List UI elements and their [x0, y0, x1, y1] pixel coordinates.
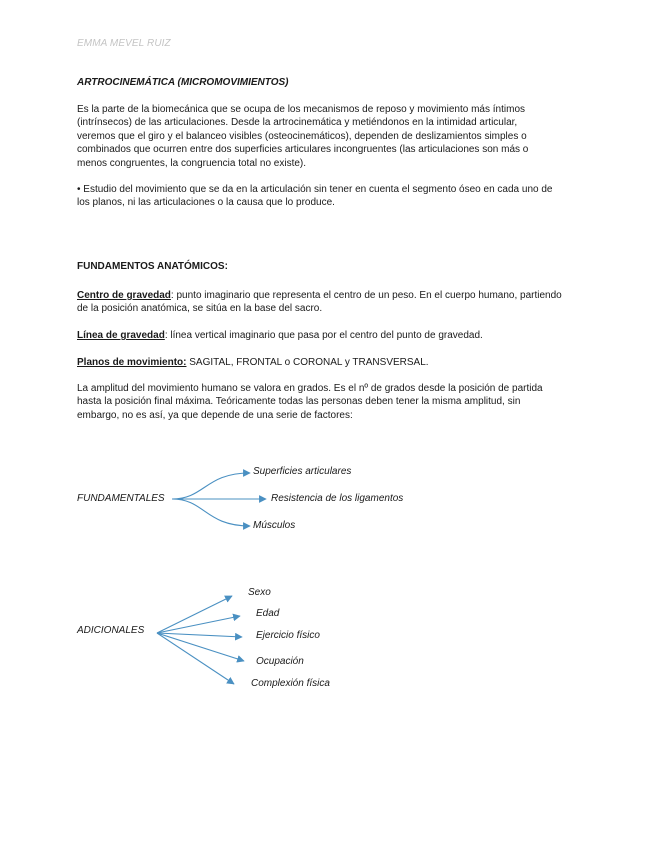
arrow-ejercicio	[157, 633, 242, 637]
arrow-complexion	[157, 633, 234, 684]
adicionales-item: Ocupación	[256, 656, 304, 667]
fundamentales-item: Músculos	[253, 520, 296, 531]
fundamentales-item: Superficies articulares	[253, 466, 352, 477]
centro-gravedad-term: Centro de gravedad	[77, 290, 171, 301]
intro-line: menos congruentes, la congruencia total no existe).	[77, 157, 307, 169]
arrow-ocupacion	[157, 633, 244, 661]
arrow-superficies	[172, 473, 250, 499]
adicionales-item: Edad	[256, 608, 280, 619]
arrow-sexo	[157, 596, 232, 633]
linea-gravedad-text: : línea vertical imaginario que pasa por el centro del punto de gravedad.	[164, 330, 483, 341]
linea-gravedad-term: Línea de gravedad	[77, 330, 165, 341]
adicionales-label: ADICIONALES	[77, 625, 145, 636]
amplitud-line: embargo, no es así, ya que depende de una serie de factores:	[77, 409, 353, 421]
adicionales-item: Ejercicio físico	[256, 630, 320, 641]
amplitud-line: hasta la posición final máxima. Teóricamente todas las personas deben tener la misma amplitud, sin	[77, 396, 521, 408]
intro-line: veremos que el giro y el balanceo visibles (osteocinemáticos), dependen de deslizamientos simples o	[77, 130, 527, 142]
adicionales-item: Complexión física	[251, 678, 330, 689]
bullet-line: • Estudio del movimiento que se da en la articulación sin tener en cuenta el segmento óseo en cada uno de	[77, 184, 553, 195]
amplitud-line: La amplitud del movimiento humano se valora en grados. Es el nº de grados desde la posición de partida	[77, 383, 543, 394]
planos-movimiento-text: SAGITAL, FRONTAL o CORONAL y TRANSVERSAL.	[186, 357, 429, 368]
author-header: EMMA MEVEL RUIZ	[77, 38, 171, 49]
intro-line: Es la parte de la biomecánica que se ocupa de los mecanismos de reposo y movimiento más íntimos	[77, 104, 526, 115]
centro-gravedad-text: : punto imaginario que representa el centro de un peso. En el cuerpo humano, partiendo	[170, 290, 562, 301]
centro-gravedad-text-2: de la posición anatómica, se sitúa en la base del sacro.	[77, 303, 323, 315]
intro-line: combinados que ocurren entre dos superficies articulares incongruentes (las articulaciones son más o	[77, 144, 529, 156]
intro-line: (intrínsecos) de las articulaciones. Desde la artrocinemática y metiéndonos en la intimidad articular,	[77, 117, 518, 129]
fundamentales-item: Resistencia de los ligamentos	[271, 493, 404, 504]
planos-movimiento-term: Planos de movimiento:	[77, 357, 187, 368]
adicionales-item: Sexo	[248, 587, 271, 598]
fundamentales-label: FUNDAMENTALES	[77, 493, 165, 504]
arrow-edad	[157, 616, 240, 633]
section-title-fundamentos: FUNDAMENTOS ANATÓMICOS:	[77, 261, 228, 272]
arrow-musculos	[172, 499, 250, 526]
bullet-line: los planos, ni las articulaciones o la causa que lo produce.	[77, 197, 335, 209]
section-title-artrocinematica: ARTROCINEMÁTICA (MICROMOVIMIENTOS)	[77, 77, 289, 88]
